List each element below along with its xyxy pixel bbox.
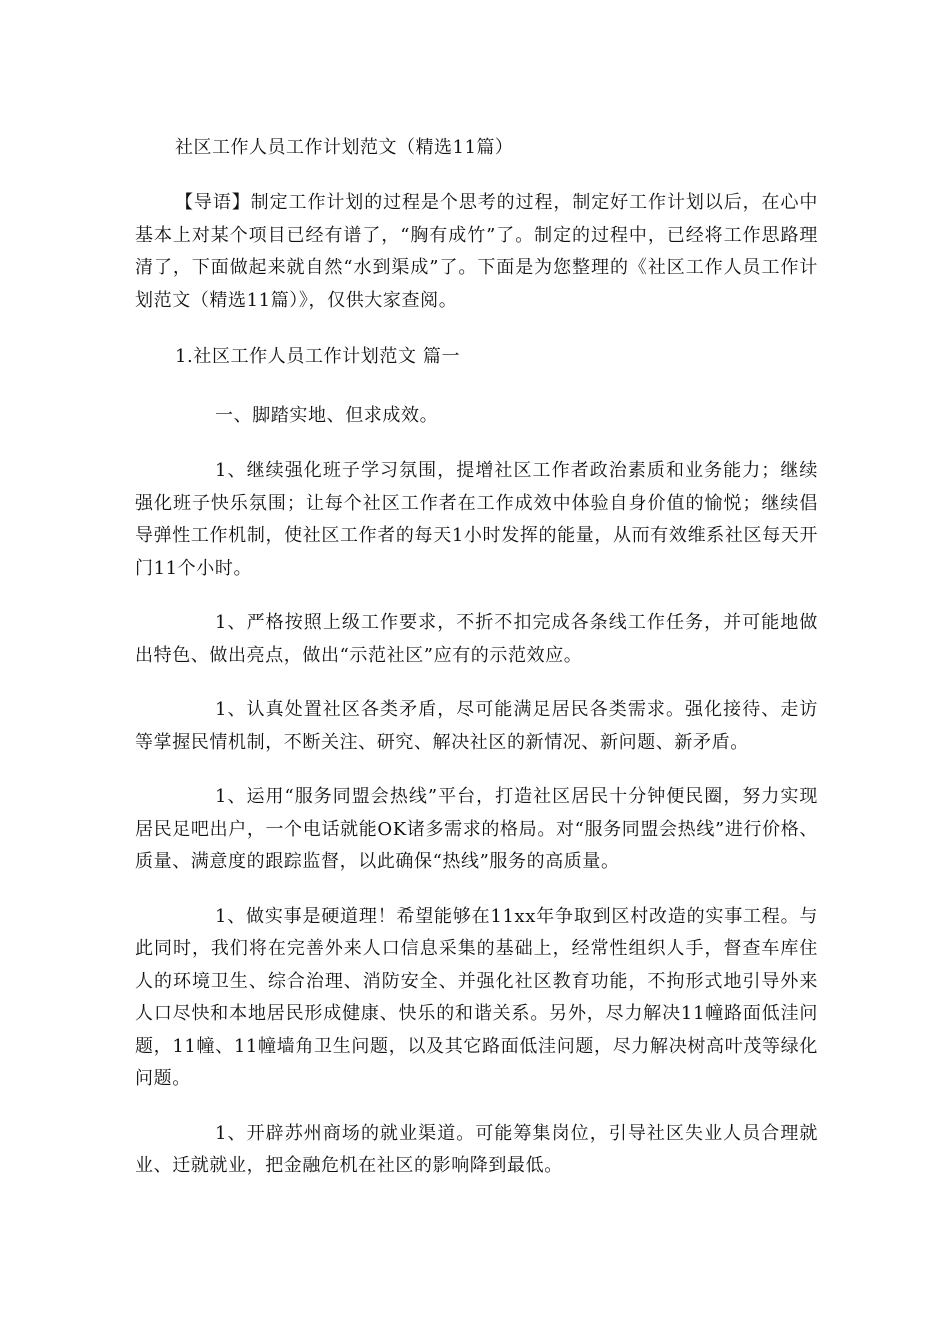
- intro-paragraph: 【导语】制定工作计划的过程是个思考的过程，制定好工作计划以后，在心中基本上对某个项目已经有谱了，“胸有成竹”了。制定的过程中，已经将工作思路理清了，下面做起来就自然“水到渠成”了。下面是为您整理的《社区工作人员工作计划范文（精选11篇）》，仅供大家查阅。: [135, 192, 818, 311]
- plan-item-6: 1、开辟苏州商场的就业渠道。可能筹集岗位，引导社区失业人员合理就业、迁就就业，把金融危机在社区的影响降到最低。: [135, 1122, 818, 1176]
- section-heading: 1.社区工作人员工作计划范文 篇一: [175, 346, 461, 367]
- document-page: [135, 133, 818, 1183]
- plan-item-3: 1、认真处置社区各类矛盾，尽可能满足居民各类需求。强化接待、走访等掌握民情机制，不断关注、研究、解决社区的新情况、新问题、新矛盾。: [135, 699, 818, 753]
- plan-item-2: 1、严格按照上级工作要求，不折不扣完成各条线工作任务，并可能地做出特色、做出亮点，做出“示范社区”应有的示范效应。: [135, 612, 818, 666]
- plan-item-4: 1、运用“服务同盟会热线”平台，打造社区居民十分钟便民圈，努力实现居民足吧出户，一个电话就能OK诸多需求的格局。对“服务同盟会热线”进行价格、质量、满意度的跟踪监督，以此确保“热线”服务的高质量。: [135, 786, 818, 872]
- plan-item-1: 1、继续强化班子学习氛围，提增社区工作者政治素质和业务能力；继续强化班子快乐氛围；让每个社区工作者在工作成效中体验自身价值的愉悦；继续倡导弹性工作机制，使社区工作者的每天1小时发挥的能量，从而有效维系社区每天开门11个小时。: [135, 460, 818, 579]
- plan-item-5: 1、做实事是硬道理！希望能够在11xx年争取到区村改造的实事工程。与此同时，我们将在完善外来人口信息采集的基础上，经常性组织人手，督查车库住人的环境卫生、综合治理、消防安全、并强化社区教育功能，不拘形式地引导外来人口尽快和本地居民形成健康、快乐的和谐关系。另外，尽力解决11幢路面低洼问题，11幢、11幢墙角卫生问题，以及其它路面低洼问题，尽力解决树高叶茂等绿化问题。: [135, 905, 818, 1089]
- subsection-heading: 一、脚踏实地、但求成效。: [215, 404, 439, 426]
- document-title: 社区工作人员工作计划范文（精选11篇）: [175, 137, 514, 158]
